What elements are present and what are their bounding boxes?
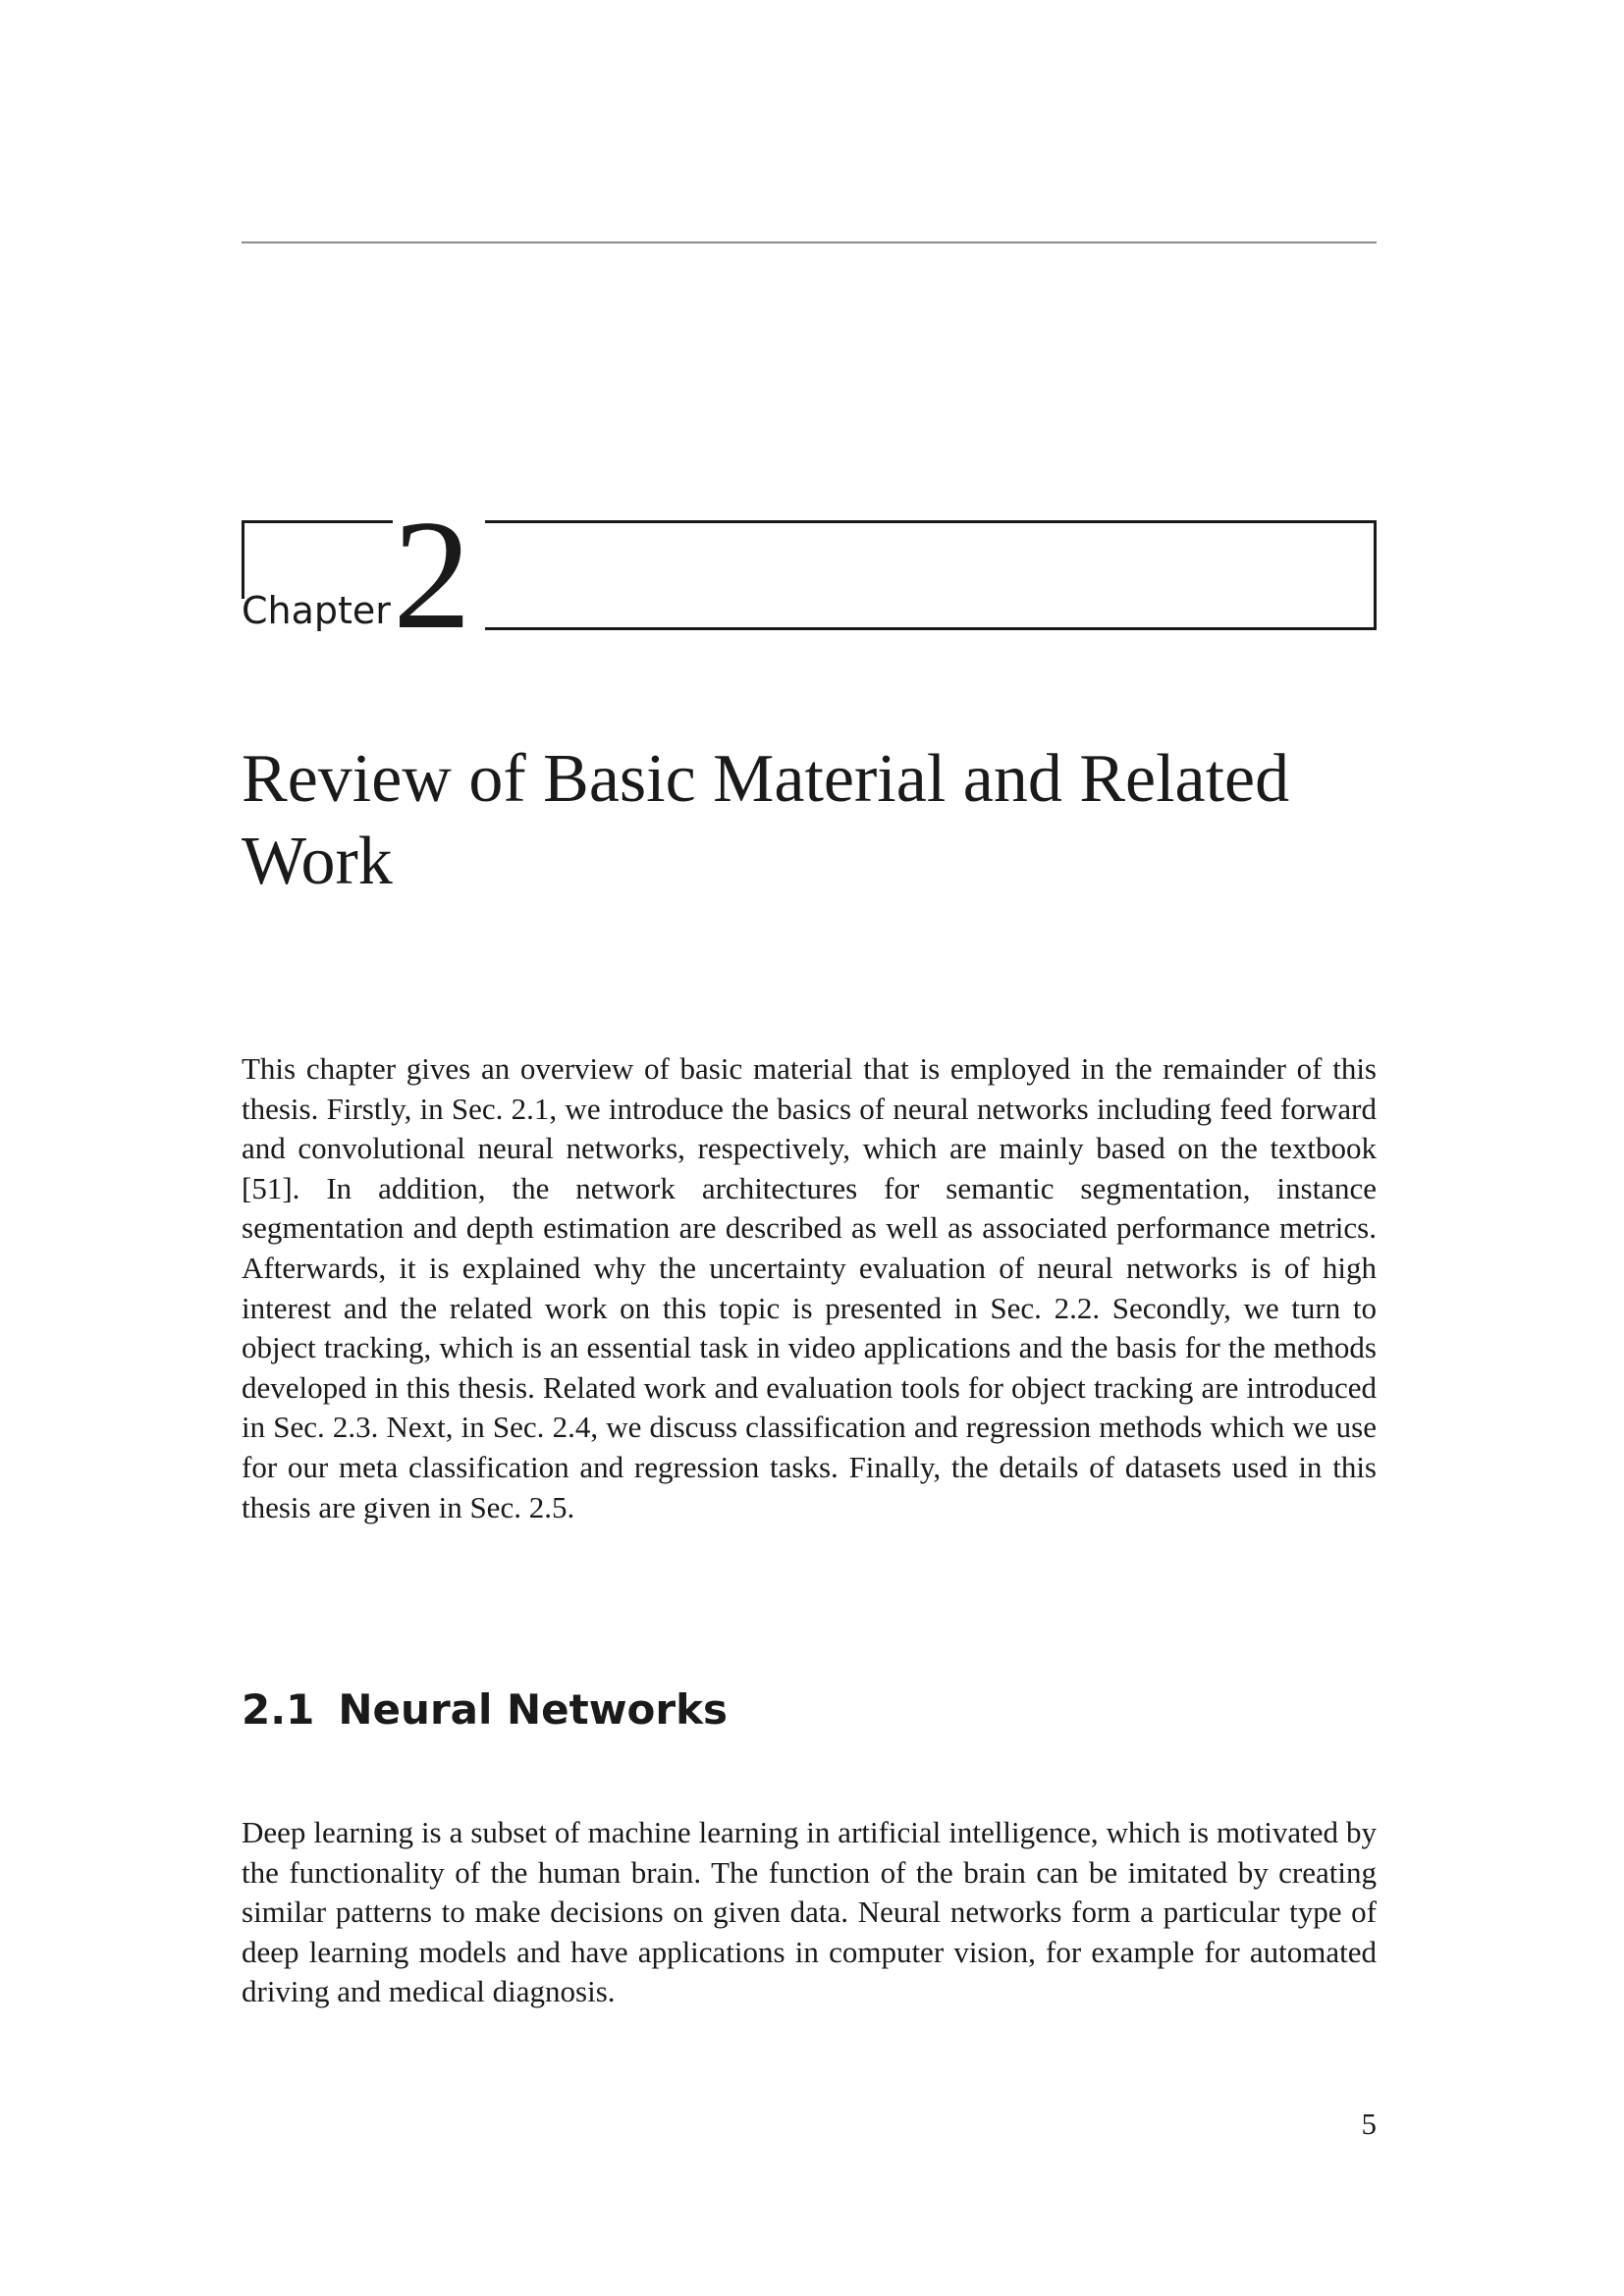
header-rule: [242, 241, 1377, 243]
chapter-box-bottom-line: [485, 627, 1377, 630]
chapter-label: Chapter: [242, 589, 391, 632]
chapter-box-right-line: [1374, 520, 1377, 628]
chapter-number: 2: [393, 487, 471, 662]
section-paragraph: Deep learning is a subset of machine learning in artificial intelligence, which is motivated by the functionality of the human brain. The function of the brain can be imitated by creating similar patterns to make decisions on given data. Neural networks form a particular type of deep learning models and have applications in computer vision, for example for automated driving and medical diagnosis.: [242, 1815, 1377, 2009]
section-number: 2.1: [242, 1685, 315, 1734]
chapter-box-top-right-line: [485, 520, 1377, 523]
page-number: 5: [1361, 2107, 1377, 2141]
section-heading: [242, 1684, 728, 1735]
chapter-heading-box: [242, 487, 1377, 662]
chapter-title: Review of Basic Material and Related Work: [242, 741, 1290, 899]
section-title: Neural Networks: [338, 1685, 729, 1734]
chapter-box-top-left-line: [242, 520, 393, 523]
intro-paragraph: This chapter gives an overview of basic material that is employed in the remainder of this thesis. Firstly, in Sec. 2.1, we introduce the basics of neural networks including feed forward and convolutional neural networks, respectively, which are mainly based on the textbook [51]. In addition, the network architectures for semantic segmentation, instance segmentation and depth estimation are described as well as associated performance metrics. Afterwards, it is explained why the uncertainty evaluation of neural networks is of high interest and the related work on this topic is presented in Sec. 2.2. Secondly, we turn to object tracking, which is an essential task in video applications and the basis for the methods developed in this thesis. Related work and evaluation tools for object tracking are introduced in Sec. 2.3. Next, in Sec. 2.4, we discuss classification and regression methods which we use for our meta classification and regression tasks. Finally, the details of datasets used in this thesis are given in Sec. 2.5.: [242, 1051, 1377, 1524]
chapter-box-left-line: [242, 520, 244, 599]
